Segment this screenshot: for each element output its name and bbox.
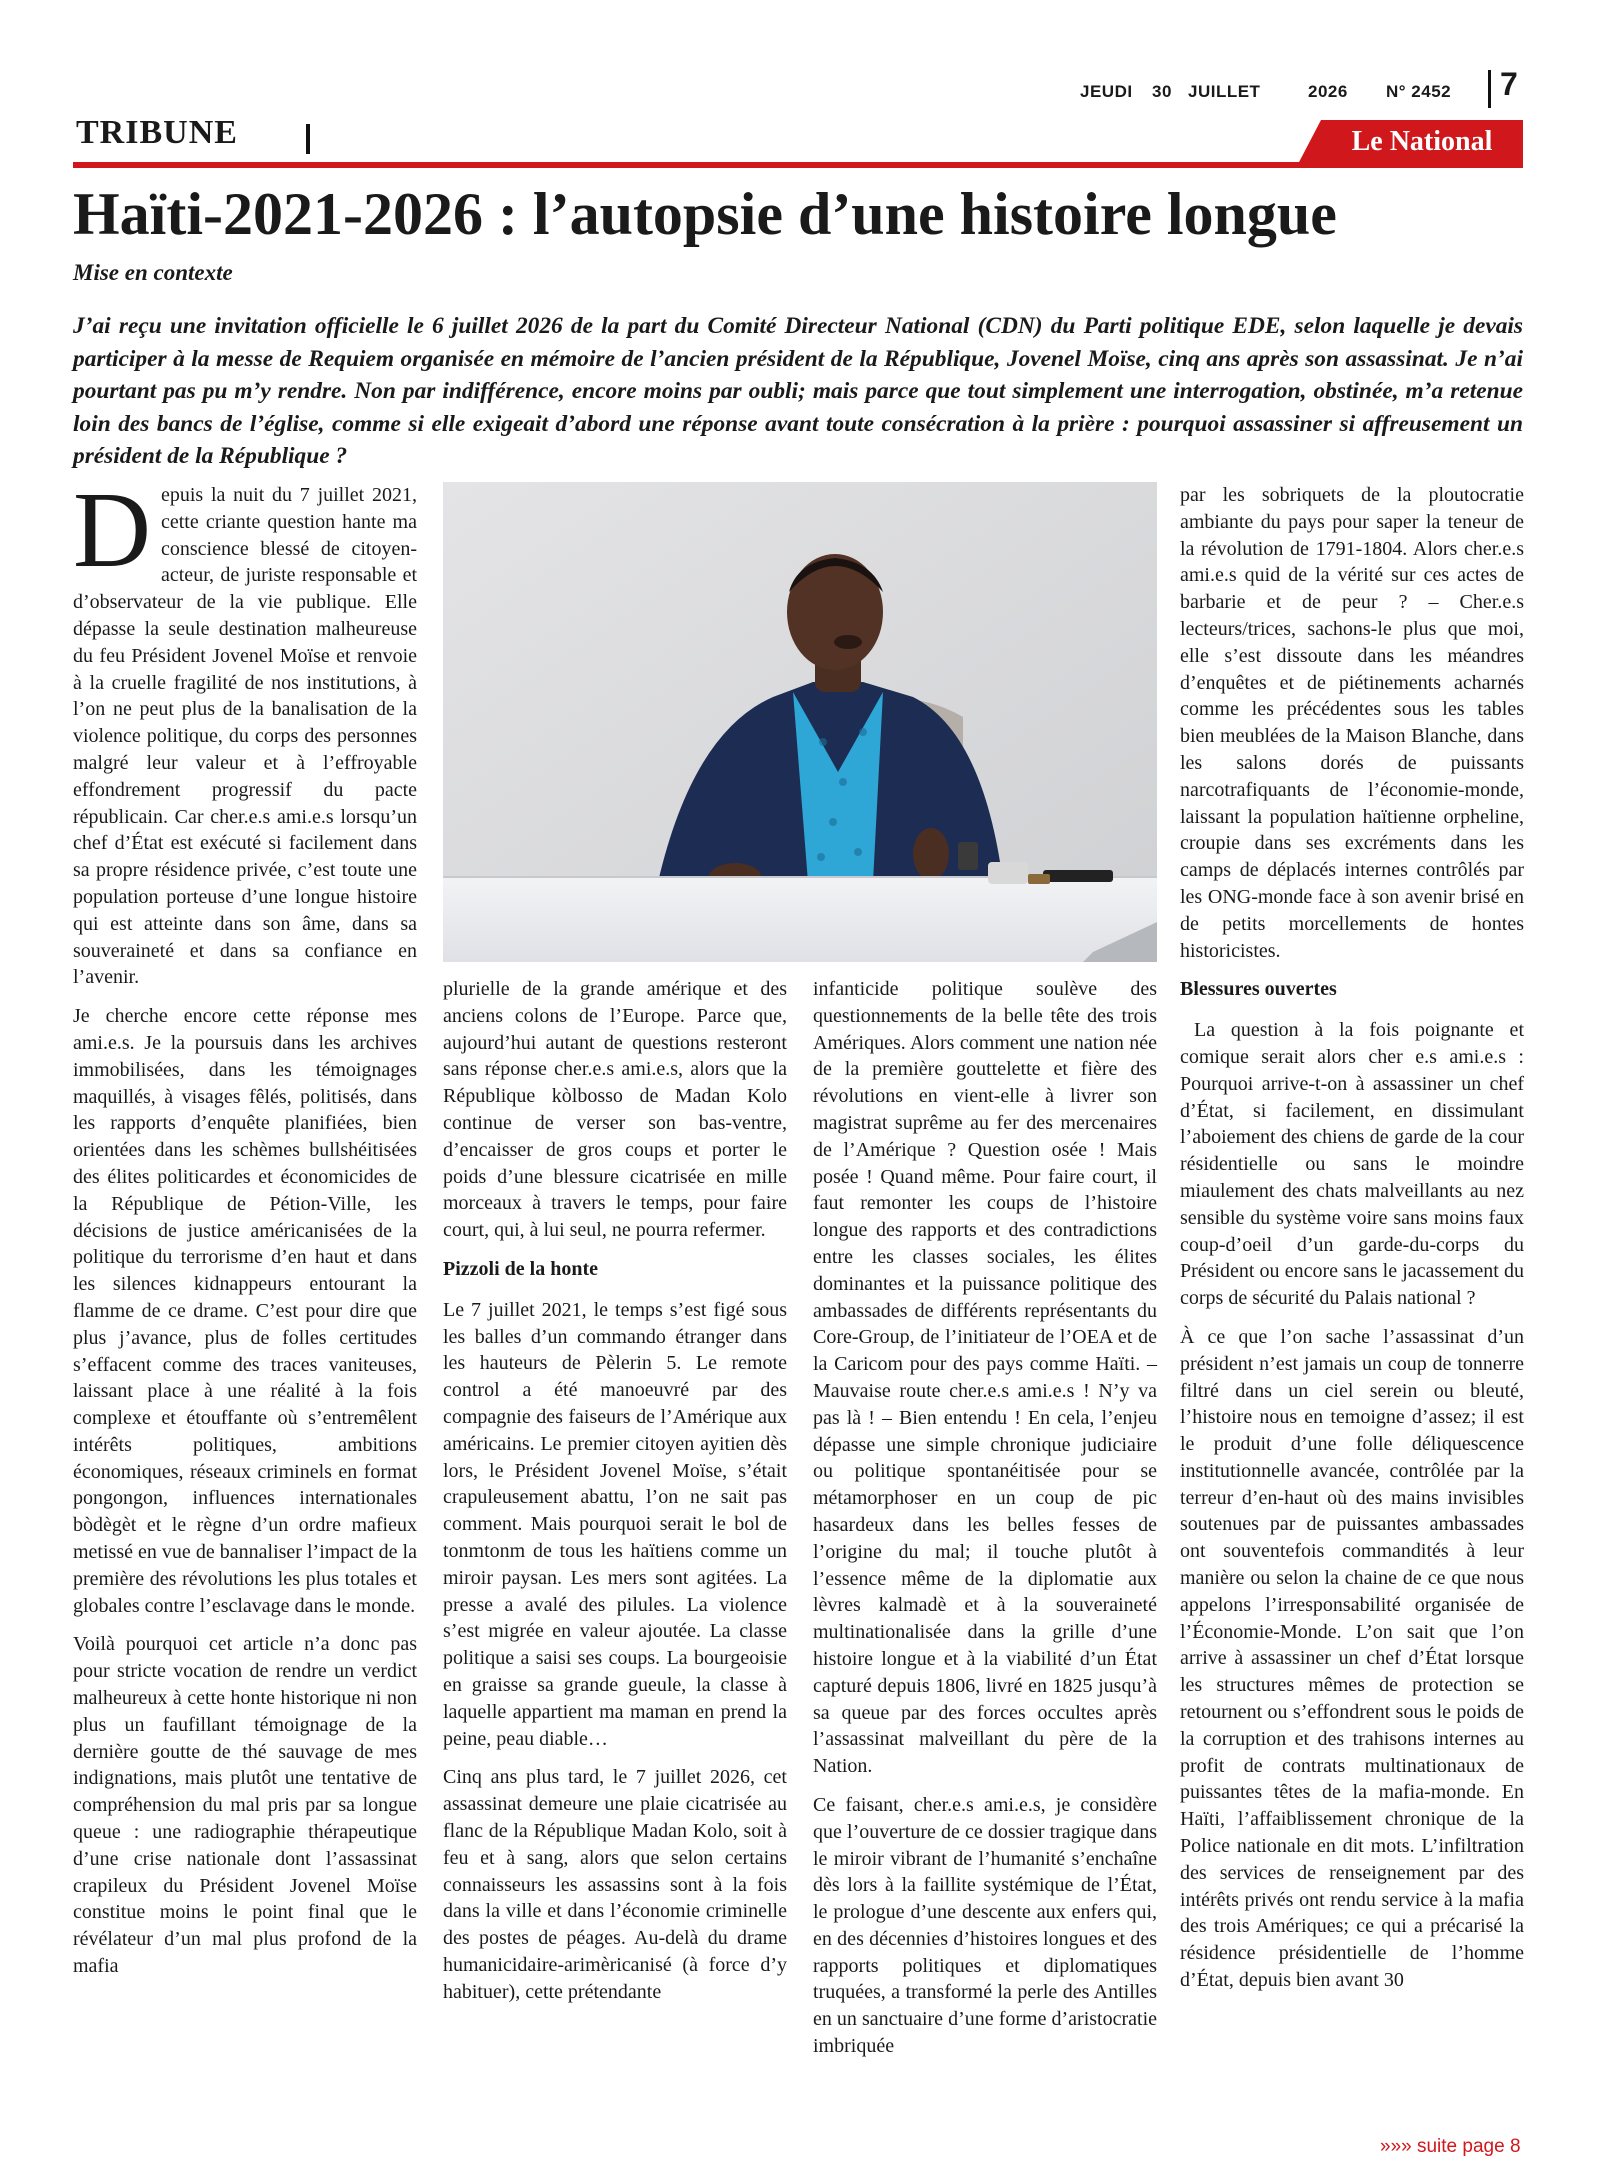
section-label: TRIBUNE xyxy=(76,114,238,151)
paragraph-text: epuis la nuit du 7 juillet 2021, cette criante question hante ma conscience blessé de citoyen-acteur, de juriste responsable et d’observateur de la vie publique. Elle dépasse la seule destination malheureuse du feu Président Jovenel Moïse et renvoie à la cruelle fragilité de nos institutions, à l’on ne peut plus de la banalisation de la violence politique, du corps des personnes malgré leur valeur et à l’effroyable effondrement progressif du pacte républicain. Car cher.e.s ami.e.s lorsqu’un chef d’État est exécuté si facilement dans sa propre résidence privée, c’est toute une population porteuse d’une longue histoire qui est atteinte dans son âme, dans sa souveraineté et dans sa confiance en l’avenir. xyxy=(73,484,417,989)
subheading: Blessures ouvertes xyxy=(1180,978,1337,1001)
paragraph: Cinq ans plus tard, le 7 juillet 2026, cet assassinat demeure une plaie cicatrisée au flanc de la République Madan Kolo, soit à feu et à sang, alors que selon certains connaisseurs les assassins sont à la fois dans la ville et dans l’économie criminelle des postes de péages. Au-delà du drame humanicidaire-arimèricanisé (à force d’y habituer), cette prétendante xyxy=(443,1766,787,2003)
paragraph: Voilà pourquoi cet article n’a donc pas pour stricte vocation de rendre un verdict malheureux à cette honte historique ni non plus un faufillant témoignage de la dernière goutte de thé sauvage de mes indignations, mais plutôt une tentative de compréhension du mal pris par sa longue queue : une radiographie thérapeutique d’une crise nationale dont l’assassinat crapileux du Président Jovenel Moïse constitue moins le point final que le révélateur d’un mal plus profond de la mafia xyxy=(73,1633,417,1978)
paragraph: Je cherche encore cette réponse mes ami.e.s. Je la poursuis dans les archives immobilisées, dans les témoignages maquillés, à visages fêlés, politisés, dans les rapports d’enquête planifiées, bien orientées dans les schèmes bullshéitisées des élites politicardes et économicides de la République de Pétion-Ville, les décisions de justice américanisées de la politique du terrorisme d’en haut et dans les silences kidnappeurs entourant la flamme de ce drame. C’est pour dire que plus j’avance, plus de folles certitudes s’effacent comme des traces vaniteuses, laissant place à une réalité à la fois complexe et étouffante où s’entremêlent intérêts politiques, ambitions économiques, réseaux criminels en format pongongon, influences internationales bòdègèt et le règne d’un ordre mafieux metissé en vue de bannaliser l’impact de la première des révolutions les plus totales et globales contre l’esclavage dans le monde. xyxy=(73,1005,417,1617)
page-number: 7 xyxy=(1500,66,1518,102)
article-intro: J’ai reçu une invitation officielle le 6 juillet 2026 de la part du Comité Directeur National (CDN) du Parti politique EDE, selon laquelle je devais participer à la messe de Requiem organisée en mémoire de l’ancien président de la République, Jovenel Moïse, cinq ans après son assassinat. Je n’ai pourtant pas pu m’y rendre. Non par indifférence, encore moins par oubli; mais parce que tout simplement une interrogation, obstinée, m’a retenue loin des bancs de l’église, comme si elle exigeait d’abord une réponse avant toute consécration à la prière : pourquoi assassiner si affreusement un président de la République ? xyxy=(73,313,1523,469)
subheading: Pizzoli de la honte xyxy=(443,1257,598,1280)
paragraph: infanticide politique soulève des questionnements de la belle tête des trois Amériques. Alors comment une nation née de la première gouttelette et fière des révolutions en vient-elle à livrer son magistrat suprême au fer des mercenaires de l’Amérique ? Question osée ! Mais posée ! Quand même. Pour faire court, il faut remonter les coups de l’histoire longue des rapports et des contradictions entre les classes sociales, les élites dominantes et la puissance politique des ambassades de différents représentants du Core-Group, de l’initiateur de l’OEA et de la Caricom pour des pays comme Haïti. – Mauvaise route cher.e.s ami.e.s ! N’y va pas là ! – Bien entendu ! En cela, l’enjeu dépasse une simple chronique judiciaire ou politique spontanéitisée pour se métamorphoser en un coup de pic hasardeux dans les belles fesses de l’origine du mal; il touche plutôt à l’essence même de la diplomatie aux lèvres kalmadè et à la souveraineté multinationalisée dans la grille d’une histoire longue et à la viabilité d’un État capturé depuis 1806, livré en 1825 jusqu’à sa queue par des forces occultes après l’assassinat malveillant du père de la Nation. xyxy=(813,978,1157,1778)
brand-name: Le National xyxy=(1351,126,1493,157)
date-month: JUILLET xyxy=(1188,82,1261,101)
column-2 xyxy=(443,976,787,2017)
header-rule xyxy=(73,162,1523,168)
paragraph: À ce que l’on sache l’assassinat d’un président n’est jamais un coup de tonnerre filtré dans un ciel serein ou bleuté, l’histoire nous en temoigne d’assez; il est le produit d’une folle déliquescence institutionnelle avancée, contrôlée par la terreur d’en-haut où des mains invisibles soutenues par de puissantes ambassades ont souventefois commandités à leur manière ou selon la chaine de ce que nous appelons l’irresponsabilité organisée de l’Économie-Monde. L’on sait que l’on arrive à assassiner un chef d’État lorsque les structures mêmes de protection se retournent ou s’effondrent sous le poids de la corruption et des trahisons internes au profit de contrats multinationaux de puissantes têtes de la mafia-monde. En Haïti, l’affaiblissement chronique de la Police nationale en dit mots. L’infiltration des services de renseignement par des intérêts privés ont rendu service à la mafia des trois Amériques; ce qui a précarisé la résidence présidentielle de l’homme d’État, depuis bien avant 30 xyxy=(1180,1325,1524,1992)
paragraph: Ce faisant, cher.e.s ami.e.s, je considère que l’ouverture de ce dossier tragique dans le miroir vibrant de l’humanité s’enchaîne dès lors à la faillite systémique de l’État, le prologue d’une descente aux enfers qui, en des décennies d’histoires longues et des rapports politiques et diplomatiques truquées, a transformé la perle des Antilles en un sanctuaire d’une forme d’aristocratie imbriquée xyxy=(813,1793,1157,2058)
column-1 xyxy=(73,471,417,1992)
section-divider xyxy=(306,124,310,154)
date-number: 30 xyxy=(1152,82,1172,101)
continued-link[interactable]: »»» suite page 8 xyxy=(1380,2136,1521,2157)
date-line xyxy=(1080,82,1520,106)
date-day: JEUDI xyxy=(1080,82,1133,101)
paragraph: par les sobriquets de la ploutocratie ambiante du pays pour saper la teneur de la révolution de 1791-1804. Alors cher.e.s ami.e.s quid de la vérité sur ces actes de barbarie et de peur ? – Cher.e.s lecteurs/trices, sachons-le plus que moi, elle s’est dissoute dans les méandres d’enquêtes et de piétinements acharnés comme les précédentes sous les tables bien meublées de la Maison Blanche, dans les salons dorés de puissants narcotrafiquants de l’économie-monde, laissant la population haïtienne orpheline, croupie dans ses excréments dans les camps de déplacés internes contrôlés par les ONG-monde face à son avenir brisé en de petits morcellements de hontes historicistes. xyxy=(1180,484,1524,962)
article-title: Haïti-2021-2026 : l’autopsie d’une histoire longue xyxy=(73,181,1337,247)
drop-cap: D xyxy=(73,471,151,590)
paragraph: La question à la fois poignante et comique serait alors cher e.s ami.e.s : Pourquoi arrive-t-on à assassiner un chef d’État, si facilement, en dissimulant l’aboiement des chiens de garde de la cour résidentielle ou sans le moindre miaulement des chats malveillants au nez sensible du système voire sans moins faux coup-d’oeil d’un garde-du-corps du Président ou encore sans le jacassement du corps de sécurité du Palais national ? xyxy=(1180,1019,1524,1310)
page-number-divider xyxy=(1488,70,1491,108)
paragraph: plurielle de la grande amérique et des anciens colons de l’Europe. Parce que, aujourd’hui autant de questions resteront sans réponse cher.e.s ami.e.s, alors que la République kòlbosso de Madan Kolo continue de verser son bas-ventre, d’encaisser de gros coups et porter le poids d’une blessure cicatrisée en mille morceaux à travers le temps, pour faire court, qui, à lui seul, ne pourra refermer. xyxy=(443,978,787,1242)
paragraph xyxy=(73,471,417,991)
column-4 xyxy=(1180,482,1524,2006)
paragraph: Le 7 juillet 2021, le temps s’est figé sous les balles d’un commando étranger dans les hauteurs de Pèlerin 5. Le remote control a été manoeuvré par des compagnie des faiseurs de l’Amérique aux américains. Le premier citoyen ayitien dès lors, le Président Jovenel Moïse, s’était crapuleusement abattu, l’on ne sait pas comment. Mais pourquoi serait le bol de tonmtonm de tous les haïtiens comme un miroir paysan. Les mers sont agitées. La presse a avalé des pilules. La violence s’est migrée en valeur ajoutée. La classe politique a saisi ses coups. La bourgeoisie en graisse sa grande gueule, la classe à laquelle appartient ma maman en prend la peine, peau diable… xyxy=(443,1298,787,1750)
article-kicker: Mise en contexte xyxy=(73,260,233,285)
issue-number: N° 2452 xyxy=(1386,82,1452,101)
date-year: 2026 xyxy=(1308,82,1348,101)
article-photo xyxy=(443,482,1157,962)
column-3 xyxy=(813,976,1157,2072)
